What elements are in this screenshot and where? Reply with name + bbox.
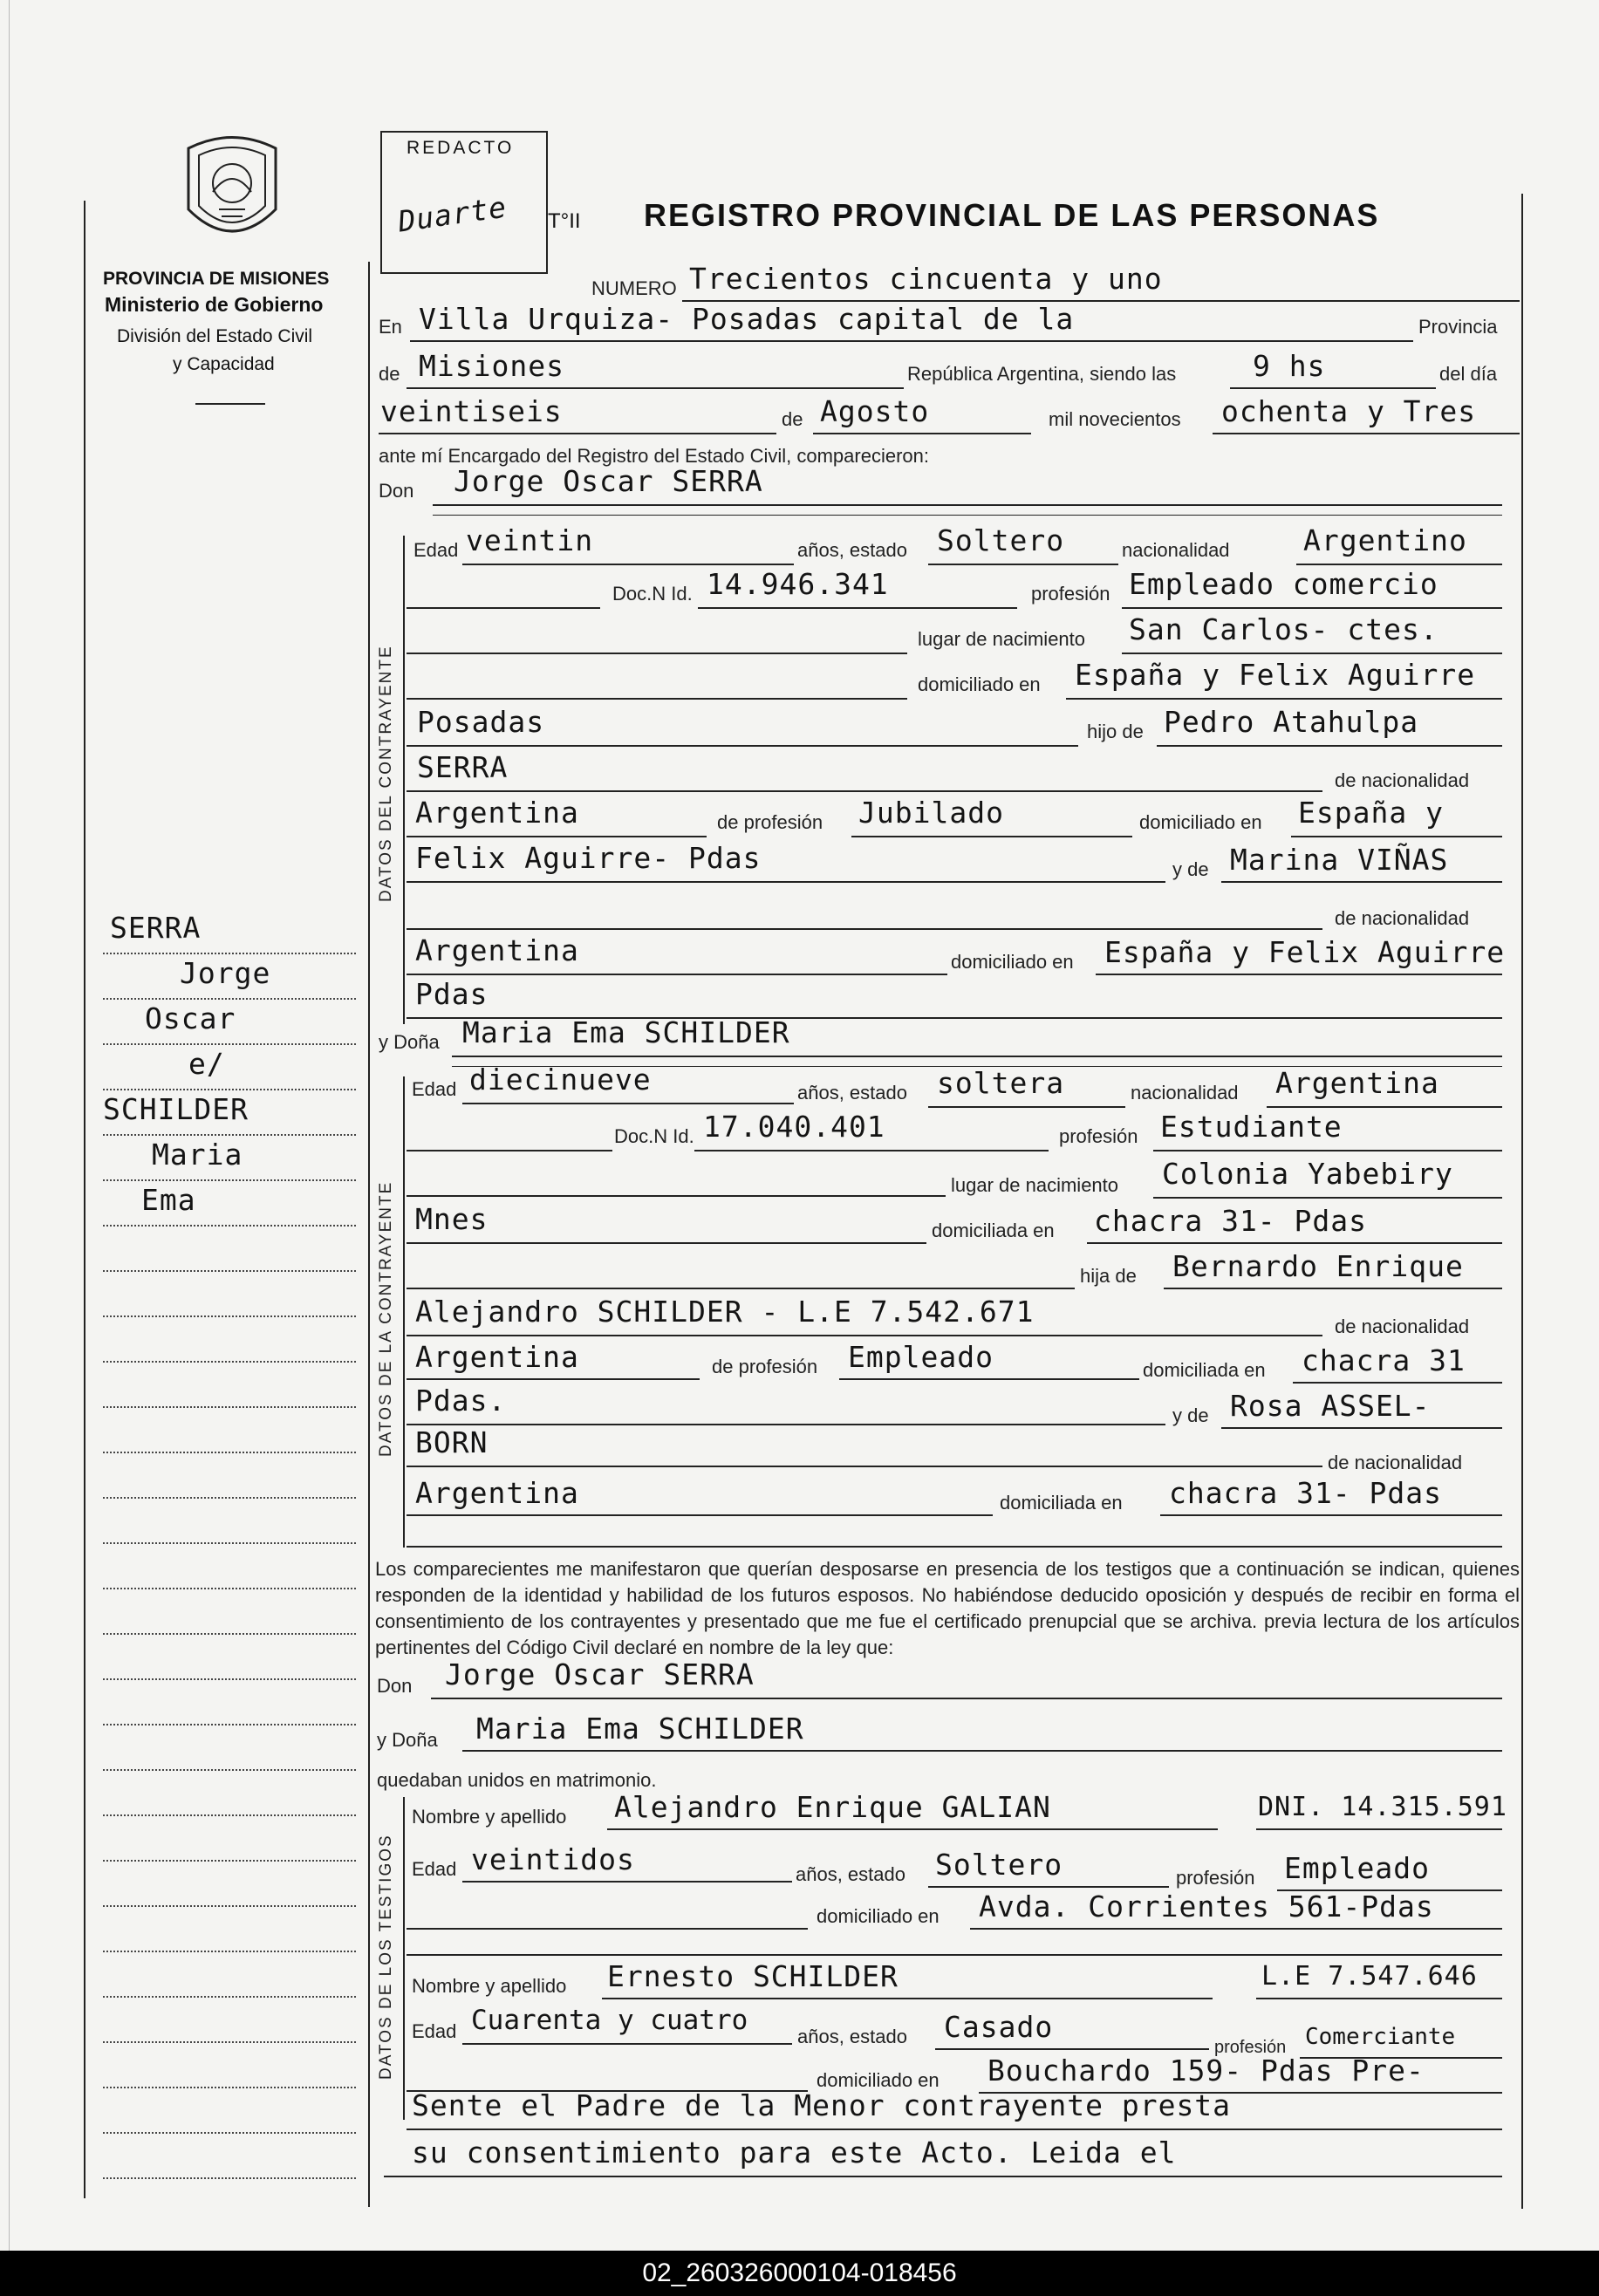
- groom-domicile-cont-line: [407, 745, 1078, 747]
- bride-nationality-line: [1267, 1106, 1502, 1108]
- groom-father-profession: Jubilado: [858, 796, 1004, 830]
- groom-mother-line: [1221, 881, 1502, 883]
- groom-father-domicile: España y: [1298, 796, 1444, 830]
- margin-line: [103, 2132, 356, 2134]
- closing-note-2-line: [384, 2176, 1502, 2177]
- w2-dom-label: domiciliado en: [817, 2069, 940, 2091]
- margin-name-bride-2: Ema: [141, 1183, 196, 1217]
- bride-section-bottom-line: [407, 1546, 1502, 1548]
- bride-age: diecinueve: [469, 1063, 652, 1097]
- bride-y-de-label: y de: [1172, 1404, 1209, 1426]
- document-title: REGISTRO PROVINCIAL DE LAS PERSONAS: [644, 197, 1380, 233]
- bride-doc-line: [694, 1150, 1049, 1151]
- groom-father-dom-cont-line: [407, 881, 1165, 883]
- en-label: En: [379, 316, 402, 338]
- closing-note-1-line: [407, 2129, 1502, 2130]
- don-label: Don: [379, 480, 414, 502]
- w1-prof-label: profesión: [1176, 1867, 1255, 1889]
- groom-mother: Marina VIÑAS: [1230, 843, 1449, 877]
- w1-status: Soltero: [935, 1848, 1063, 1882]
- groom-birth-pre-line: [407, 653, 907, 654]
- bride-doc-label: Doc.N Id.: [614, 1125, 694, 1147]
- groom-nationality-line: [1296, 564, 1502, 565]
- margin-line: [103, 1270, 356, 1272]
- bride-doc: 17.040.401: [703, 1110, 885, 1144]
- margin-line: [103, 1497, 356, 1499]
- w2-nombre-label: Nombre y apellido: [412, 1975, 567, 1997]
- act-year: ochenta y Tres: [1221, 394, 1477, 428]
- groom-doc: 14.946.341: [707, 567, 889, 601]
- margin-line: [103, 1860, 356, 1862]
- bride-birth-cont-line: [407, 1242, 926, 1244]
- capacity-name: y Capacidad: [173, 354, 275, 374]
- w1-doc-line: [1256, 1828, 1502, 1830]
- margin-line: [103, 953, 356, 954]
- bride-father-dom-cont-line: [407, 1424, 1165, 1425]
- w1-profession: Empleado: [1284, 1851, 1430, 1885]
- tomo-label: T°II: [548, 209, 581, 233]
- groom-doc-pre-line: [407, 607, 600, 609]
- w1-domicile-line: [970, 1928, 1502, 1930]
- margin-line: [103, 998, 356, 1000]
- groom-profession: Empleado comercio: [1129, 567, 1438, 601]
- groom-mother-dom-label: domiciliado en: [951, 951, 1074, 973]
- w2-edad-label: Edad: [412, 2020, 457, 2042]
- left-column-border: [84, 201, 85, 2198]
- groom-father-line: [1157, 745, 1502, 747]
- bride-birthplace: Colonia Yabebiry: [1162, 1157, 1453, 1191]
- province-line: [407, 387, 904, 389]
- groom-status: Soltero: [937, 523, 1065, 557]
- en-line: [410, 340, 1413, 342]
- bride-de-prof-label: de profesión: [712, 1356, 818, 1377]
- groom-domicile-line: [1066, 698, 1502, 700]
- decl-groom-name: Jorge Oscar SERRA: [445, 1657, 755, 1691]
- margin-line: [103, 1905, 356, 1907]
- margin-line: [103, 2177, 356, 2179]
- groom-father: Pedro Atahulpa: [1164, 705, 1419, 739]
- bride-mother-nationality: Argentina: [415, 1476, 579, 1510]
- division-name: División del Estado Civil: [117, 326, 313, 346]
- groom-father-domicile-cont: Felix Aguirre- Pdas: [415, 841, 762, 875]
- bride-status-line: [928, 1106, 1125, 1108]
- margin-line: [103, 1951, 356, 1952]
- bride-father: Bernardo Enrique: [1172, 1249, 1464, 1283]
- groom-father-nat-line: [407, 836, 707, 837]
- groom-hijo-label: hijo de: [1087, 721, 1144, 742]
- groom-father-prof-line: [851, 836, 1132, 837]
- groom-doc-label: Doc.N Id.: [612, 583, 693, 605]
- bride-mother-cont-line: [407, 1466, 1322, 1467]
- groom-father-dom-label: domiciliado en: [1139, 811, 1262, 833]
- bride-mother-domicile: chacra 31- Pdas: [1169, 1476, 1443, 1510]
- w2-domicile: Bouchardo 159- Pdas Pre-: [987, 2053, 1425, 2088]
- act-place: Villa Urquiza- Posadas capital de la: [419, 302, 1075, 336]
- de-label: de: [379, 363, 400, 385]
- margin-connector: e/: [188, 1047, 225, 1081]
- groom-age: veintin: [466, 523, 594, 557]
- bride-hija-label: hija de: [1080, 1265, 1137, 1287]
- bride-profession: Estudiante: [1160, 1110, 1343, 1144]
- w1-name: Alejandro Enrique GALIAN: [614, 1790, 1051, 1824]
- mil-label: mil novecientos: [1049, 408, 1181, 430]
- margin-name-groom-2: Oscar: [145, 1001, 236, 1035]
- declaration-text: Los comparecientes me manifestaron que querían desposarse en presencia de los testigos que a continuación se indican, quienes responden de la identidad y habilidad de los futuros esposos. No habiéndose deducido oposición y después de recibir en forma el consentimiento de los contrayentes y presentado que me fue el certificado prenupcial que se archiva. previa lectura de los artículos pertinentes del Código Civil declaré en nombre de la ley que:: [375, 1558, 1520, 1658]
- bride-father-nat-line: [407, 1378, 700, 1380]
- decl-bride-name: Maria Ema SCHILDER: [476, 1712, 804, 1746]
- bride-mother-dom-label: domiciliada en: [1000, 1492, 1123, 1514]
- margin-line: [103, 1315, 356, 1317]
- margin-line: [103, 1179, 356, 1181]
- bride-anos-label: años, estado: [797, 1082, 907, 1104]
- del-dia-label: del día: [1439, 363, 1498, 385]
- closing-note-1: Sente el Padre de la Menor contrayente presta: [412, 2088, 1232, 2122]
- year-line: [1213, 433, 1520, 434]
- groom-father-dom-line: [1291, 836, 1502, 837]
- w1-domicile: Avda. Corrientes 561-Pdas: [979, 1889, 1434, 1924]
- w2-prof-label: profesión: [1214, 2038, 1287, 2057]
- bride-father-domicile: chacra 31: [1302, 1343, 1466, 1377]
- month-line: [813, 433, 1031, 434]
- bride-father-dom-line: [1293, 1382, 1502, 1384]
- bride-lugar-label: lugar de nacimiento: [951, 1174, 1119, 1196]
- margin-line: [103, 1633, 356, 1635]
- w1-nombre-label: Nombre y apellido: [412, 1806, 567, 1828]
- ante-text: ante mí Encargado del Registro del Estado Civil, comparecieron:: [379, 445, 929, 467]
- w2-name: Ernesto SCHILDER: [607, 1959, 899, 1993]
- bride-birthplace-cont: Mnes: [415, 1202, 489, 1236]
- groom-birthplace-line: [1122, 653, 1502, 654]
- republica-label: República Argentina, siendo las: [907, 363, 1177, 385]
- groom-nac-label: nacionalidad: [1122, 539, 1230, 561]
- groom-de-nac-label-2: de nacionalidad: [1335, 907, 1470, 929]
- act-hour: 9 hs: [1253, 349, 1326, 383]
- margin-line: [103, 1134, 356, 1136]
- margin-line: [103, 1225, 356, 1227]
- groom-prof-label: profesión: [1031, 583, 1110, 605]
- ministry-name: Ministerio de Gobierno: [105, 293, 324, 316]
- groom-domicile: España y Felix Aguirre: [1075, 658, 1476, 692]
- groom-father-cont: SERRA: [417, 750, 509, 784]
- groom-de-nac-label: de nacionalidad: [1335, 769, 1470, 791]
- margin-line: [103, 1452, 356, 1453]
- groom-section-border: [403, 536, 405, 1024]
- groom-de-prof-label: de profesión: [717, 811, 823, 833]
- groom-name-line-2: [433, 515, 1502, 516]
- bride-mother-nat-line: [407, 1514, 993, 1516]
- bride-nac-label: nacionalidad: [1131, 1082, 1239, 1104]
- w1-status-line: [928, 1886, 1169, 1888]
- bride-hija-pre-line: [407, 1288, 1075, 1289]
- margin-line: [103, 1043, 356, 1045]
- bride-section-border: [403, 1076, 405, 1548]
- groom-nationality: Argentino: [1303, 523, 1467, 557]
- bride-father-cont: Alejandro SCHILDER - L.E 7.542.671: [415, 1295, 1035, 1329]
- margin-name-groom-1: Jorge: [180, 956, 271, 990]
- footer-code: 02_260326000104-018456: [0, 2251, 1599, 2296]
- bride-status: soltera: [937, 1066, 1065, 1100]
- bride-mother-line: [1221, 1427, 1502, 1429]
- groom-y-de-label: y de: [1172, 858, 1209, 880]
- w2-profession: Comerciante: [1305, 2024, 1456, 2050]
- margin-line: [103, 1678, 356, 1680]
- redacto-signature: Duarte: [395, 189, 509, 239]
- groom-edad-label: Edad: [413, 539, 459, 561]
- margin-line: [103, 1588, 356, 1589]
- bride-dom-label: domiciliada en: [932, 1220, 1055, 1241]
- margin-line: [103, 1769, 356, 1771]
- witness-section-label: DATOS DE LOS TESTIGOS: [377, 1834, 395, 2080]
- bride-domicile-line: [1087, 1242, 1502, 1244]
- w1-name-line: [607, 1828, 1218, 1830]
- provincia-label: Provincia: [1418, 316, 1498, 338]
- header-divider: [195, 403, 265, 405]
- w2-doc-line: [1256, 1998, 1502, 1999]
- bride-father-prof-line: [839, 1378, 1139, 1380]
- groom-mother-nat-line: [407, 974, 947, 975]
- hour-line: [1230, 387, 1436, 389]
- witness-section-border: [403, 1797, 405, 2120]
- bride-father-line: [1164, 1288, 1502, 1289]
- day-line: [379, 433, 776, 434]
- bride-father-nationality: Argentina: [415, 1340, 579, 1374]
- groom-dom-pre-line: [407, 698, 907, 700]
- decl-dona-label: y Doña: [377, 1729, 438, 1751]
- groom-father-nationality: Argentina: [415, 796, 579, 830]
- margin-line: [103, 1406, 356, 1408]
- margin-line: [103, 1089, 356, 1090]
- w2-status: Casado: [944, 2010, 1054, 2044]
- act-number: Trecientos cincuenta y uno: [689, 262, 1163, 296]
- margin-line: [103, 1996, 356, 1998]
- w1-age: veintidos: [471, 1842, 635, 1876]
- w1-bottom-line: [407, 1954, 1502, 1956]
- groom-birthplace: San Carlos- ctes.: [1129, 612, 1438, 646]
- bride-father-profession: Empleado: [848, 1340, 994, 1374]
- groom-lugar-label: lugar de nacimiento: [918, 628, 1086, 650]
- groom-doc-line: [698, 607, 1017, 609]
- bride-father-dom-label: domiciliada en: [1143, 1359, 1266, 1381]
- bride-mother: Rosa ASSEL-: [1230, 1389, 1431, 1423]
- groom-status-line: [928, 564, 1118, 565]
- w2-doc: L.E 7.547.646: [1261, 1961, 1478, 1992]
- margin-line: [103, 1724, 356, 1725]
- closing-note-2: su consentimiento para este Acto. Leida el: [412, 2135, 1177, 2170]
- bride-domicile: chacra 31- Pdas: [1094, 1204, 1368, 1238]
- margin-surname-bride: SCHILDER: [103, 1092, 249, 1126]
- w2-name-line: [602, 1998, 1213, 1999]
- decl-groom-line: [431, 1698, 1502, 1699]
- w1-anos-label: años, estado: [796, 1863, 905, 1885]
- numero-label: NUMERO: [591, 277, 677, 299]
- w2-anos-label: años, estado: [797, 2026, 907, 2047]
- bride-edad-label: Edad: [412, 1078, 457, 1100]
- bride-name-line: [452, 1056, 1502, 1057]
- act-month: Agosto: [820, 394, 930, 428]
- bride-mother-cont: BORN: [415, 1425, 489, 1459]
- margin-name-bride-1: Maria: [152, 1138, 243, 1172]
- de-label-2: de: [782, 408, 803, 430]
- groom-domicile-cont: Posadas: [417, 705, 545, 739]
- bride-father-cont-line: [407, 1335, 1322, 1336]
- province-name: PROVINCIA DE MISIONES: [103, 269, 330, 289]
- bride-name: Maria Ema SCHILDER: [462, 1015, 790, 1049]
- decl-bride-line: [462, 1750, 1502, 1752]
- redacto-label: REDACTO: [407, 138, 515, 158]
- margin-line: [103, 2087, 356, 2088]
- groom-dom-label: domiciliado en: [918, 673, 1041, 695]
- w1-doc: DNI. 14.315.591: [1258, 1792, 1507, 1822]
- act-province: Misiones: [419, 349, 564, 383]
- margin-line: [103, 1542, 356, 1544]
- groom-section-label: DATOS DEL CONTRAYENTE: [377, 645, 395, 902]
- groom-profession-line: [1122, 607, 1502, 609]
- bride-de-nac-label: de nacionalidad: [1335, 1315, 1470, 1337]
- bride-prof-label: profesión: [1059, 1125, 1138, 1147]
- groom-mother-cont-line: [407, 928, 1322, 930]
- bride-de-nac-label-2: de nacionalidad: [1328, 1452, 1463, 1473]
- right-border: [1521, 194, 1523, 2209]
- margin-line: [103, 2041, 356, 2043]
- groom-mother-dom-line: [1096, 974, 1502, 975]
- w2-age-line: [462, 2043, 792, 2045]
- w1-dom-pre-line: [407, 1928, 808, 1930]
- groom-age-line: [462, 564, 794, 565]
- bride-birth-pre-line: [407, 1195, 946, 1197]
- bride-birthplace-line: [1153, 1197, 1502, 1199]
- groom-mother-domicile-cont: Pdas: [415, 977, 489, 1011]
- act-day: veintiseis: [380, 394, 563, 428]
- bride-mother-dom-line: [1160, 1514, 1502, 1516]
- w1-dom-label: domiciliado en: [817, 1905, 940, 1927]
- bride-nationality: Argentina: [1275, 1066, 1439, 1100]
- groom-name: Jorge Oscar SERRA: [454, 464, 763, 498]
- groom-anos-label: años, estado: [797, 539, 907, 561]
- bride-father-domicile-cont: Pdas.: [415, 1384, 507, 1418]
- w1-age-line: [462, 1881, 792, 1883]
- decl-closing: quedaban unidos en matrimonio.: [377, 1769, 657, 1791]
- page-edge: [9, 0, 10, 2251]
- margin-line: [103, 1361, 356, 1363]
- bride-age-line: [462, 1103, 794, 1104]
- margin-surname-groom: SERRA: [110, 911, 202, 945]
- province-seal-icon: [180, 131, 284, 253]
- form-left-border: [368, 262, 370, 2207]
- w2-status-line: [935, 2048, 1209, 2050]
- groom-name-line: [433, 504, 1502, 506]
- dona-label: y Doña: [379, 1031, 440, 1053]
- decl-don-label: Don: [377, 1675, 413, 1697]
- groom-father-cont-line: [407, 790, 1322, 792]
- margin-line: [103, 1814, 356, 1816]
- w2-age: Cuarenta y cuatro: [471, 2005, 748, 2036]
- groom-mother-domicile: España y Felix Aguirre: [1104, 935, 1506, 969]
- bride-doc-pre-line: [407, 1150, 612, 1151]
- w1-edad-label: Edad: [412, 1858, 457, 1880]
- bride-profession-line: [1153, 1150, 1502, 1151]
- groom-mother-nationality: Argentina: [415, 933, 579, 967]
- bride-section-label: DATOS DE LA CONTRAYENTE: [377, 1180, 395, 1457]
